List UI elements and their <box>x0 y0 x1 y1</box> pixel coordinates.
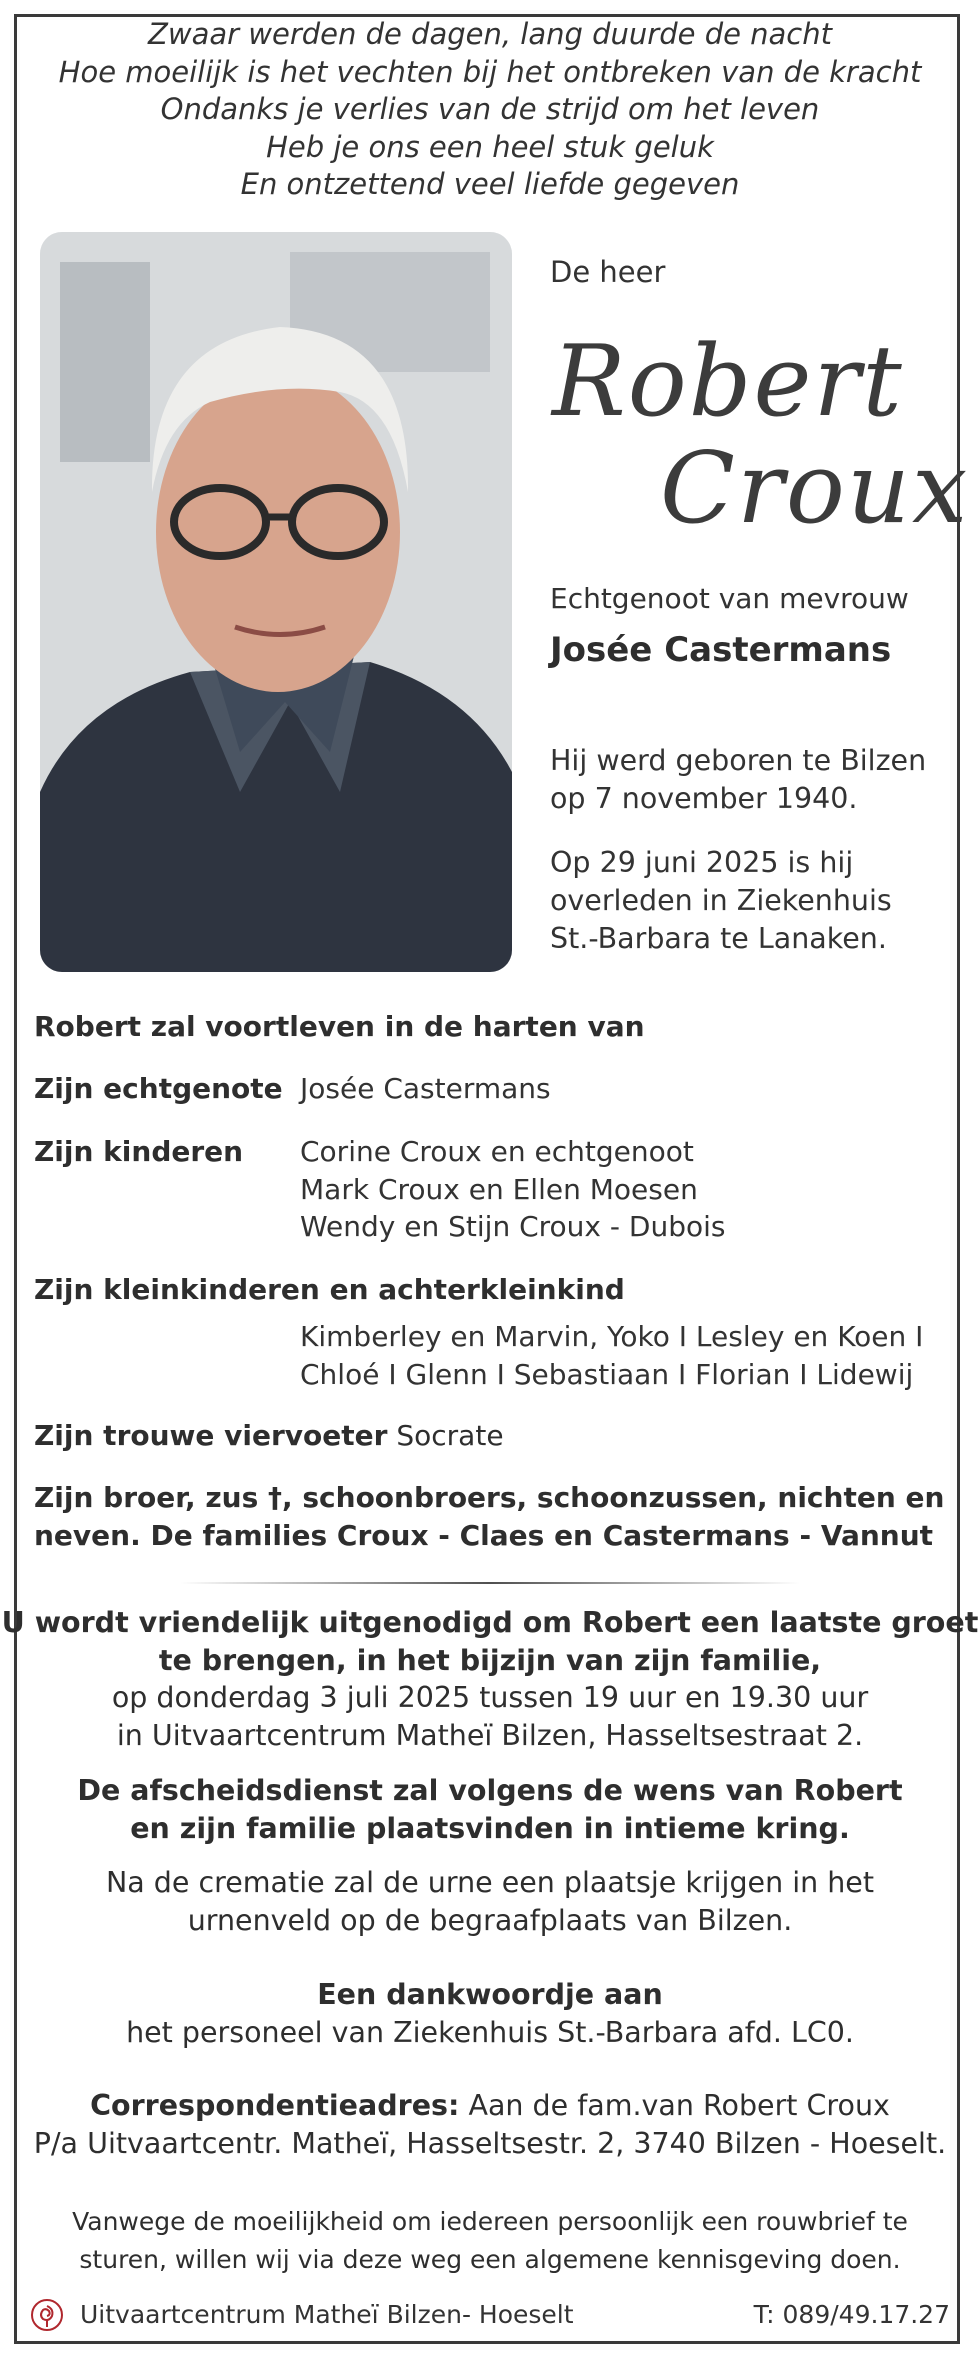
pet-label: Zijn trouwe viervoeter <box>34 1419 388 1452</box>
grandchildren-label: Zijn kleinkinderen en achterkleinkind <box>34 1273 625 1306</box>
service-line: De afscheidsdienst zal volgens de wens van Robert <box>77 1774 903 1807</box>
spouse-relation-value: Josée Castermans <box>300 1072 551 1105</box>
thanks <box>0 1976 980 2051</box>
service-info <box>0 1772 980 1847</box>
notice-line: Vanwege de moeilijkheid om iedereen persoonlijk een rouwbrief te <box>72 2207 908 2236</box>
funeral-home-name: Uitvaartcentrum Matheï Bilzen- Hoeselt <box>80 2300 574 2329</box>
pet-name: Socrate <box>396 1419 504 1452</box>
children-label: Zijn kinderen <box>34 1135 244 1168</box>
spouse-relation-label: Zijn echtgenote <box>34 1072 283 1105</box>
child-entry: Wendy en Stijn Croux - Dubois <box>300 1210 726 1243</box>
poem-line: Heb je ons een heel stuk geluk <box>266 129 714 164</box>
child-entry: Corine Croux en echtgenoot <box>300 1135 694 1168</box>
spouse-name: Josée Castermans <box>550 630 892 670</box>
poem-line: Hoe moeilijk is het vechten bij het ontbreken van de kracht <box>58 54 922 89</box>
pet-line <box>34 1417 504 1455</box>
relatives <box>34 1479 944 1554</box>
general-notice <box>0 2203 980 2278</box>
thanks-text: het personeel van Ziekenhuis St.-Barbara afd. LC0. <box>126 2015 854 2049</box>
funeral-home-phone: T: 089/49.17.27 <box>753 2300 950 2329</box>
notice-line: sturen, willen wij via deze weg een algemene kennisgeving doen. <box>79 2244 901 2274</box>
child-entry: Mark Croux en Ellen Moesen <box>300 1172 698 1206</box>
family-intro: Robert zal voortleven in de harten van <box>34 1010 645 1043</box>
birth-info <box>550 742 926 818</box>
invitation <box>0 1604 980 1754</box>
correspondence-line2: P/a Uitvaartcentr. Matheï, Hasseltsestr. 2, 3740 Bilzen - Hoeselt. <box>33 2126 947 2160</box>
death-info <box>550 844 892 958</box>
poem-line: Zwaar werden de dagen, lang duurde de nacht <box>147 17 833 51</box>
first-name: Robert <box>552 325 904 439</box>
footer <box>30 2296 950 2334</box>
last-name: Croux <box>660 432 970 546</box>
correspondence-label: Correspondentieadres: <box>90 2089 460 2122</box>
section-divider <box>180 1582 800 1584</box>
death-line: Op 29 juni 2025 is hij <box>550 846 854 879</box>
service-line: en zijn familie plaatsvinden in intieme kring. <box>130 1811 850 1845</box>
birth-line: Hij werd geboren te Bilzen <box>550 744 927 777</box>
cremation-line: Na de crematie zal de urne een plaatsje krijgen in het <box>105 1866 875 1899</box>
thanks-title: Een dankwoordje aan <box>317 1978 663 2011</box>
relatives-line: neven. De families Croux - Claes en Castermans - Vannut <box>34 1518 934 1552</box>
grandchildren-line: Chloé I Glenn I Sebastiaan I Florian I Lidewij <box>300 1357 914 1391</box>
invitation-line: op donderdag 3 juli 2025 tussen 19 uur en 19.30 uur <box>111 1681 869 1714</box>
relatives-line: Zijn broer, zus †, schoonbroers, schoonzussen, nichten en <box>34 1481 945 1514</box>
poem <box>0 16 980 204</box>
portrait-illustration <box>40 232 512 972</box>
grandchildren-line: Kimberley en Marvin, Yoko I Lesley en Koen I <box>300 1320 924 1353</box>
honorific: De heer <box>550 255 666 289</box>
correspondence <box>0 2087 980 2162</box>
invitation-line: in Uitvaartcentrum Matheï Bilzen, Hasseltsestraat 2. <box>116 1718 864 1752</box>
poem-line: En ontzettend veel liefde gegeven <box>240 167 740 201</box>
poem-line: Ondanks je verlies van de strijd om het leven <box>160 92 820 126</box>
invitation-bold-line: te brengen, in het bijzijn van zijn familie, <box>158 1643 822 1677</box>
spouse-label: Echtgenoot van mevrouw <box>550 582 909 615</box>
cremation-line: urnenveld op de begraafplaats van Bilzen. <box>187 1903 793 1937</box>
death-line: overleden in Ziekenhuis <box>550 884 892 917</box>
grandchildren-list <box>300 1318 923 1393</box>
rose-logo-icon <box>30 2298 64 2332</box>
cremation-info <box>0 1864 980 1939</box>
portrait-photo <box>40 232 512 972</box>
death-line: St.-Barbara te Lanaken. <box>550 922 887 955</box>
correspondence-line1: Aan de fam.van Robert Croux <box>468 2089 890 2122</box>
birth-line: op 7 november 1940. <box>550 782 858 815</box>
invitation-bold-line: U wordt vriendelijk uitgenodigd om Robert een laatste groet <box>1 1606 979 1639</box>
children-list <box>300 1133 725 1246</box>
